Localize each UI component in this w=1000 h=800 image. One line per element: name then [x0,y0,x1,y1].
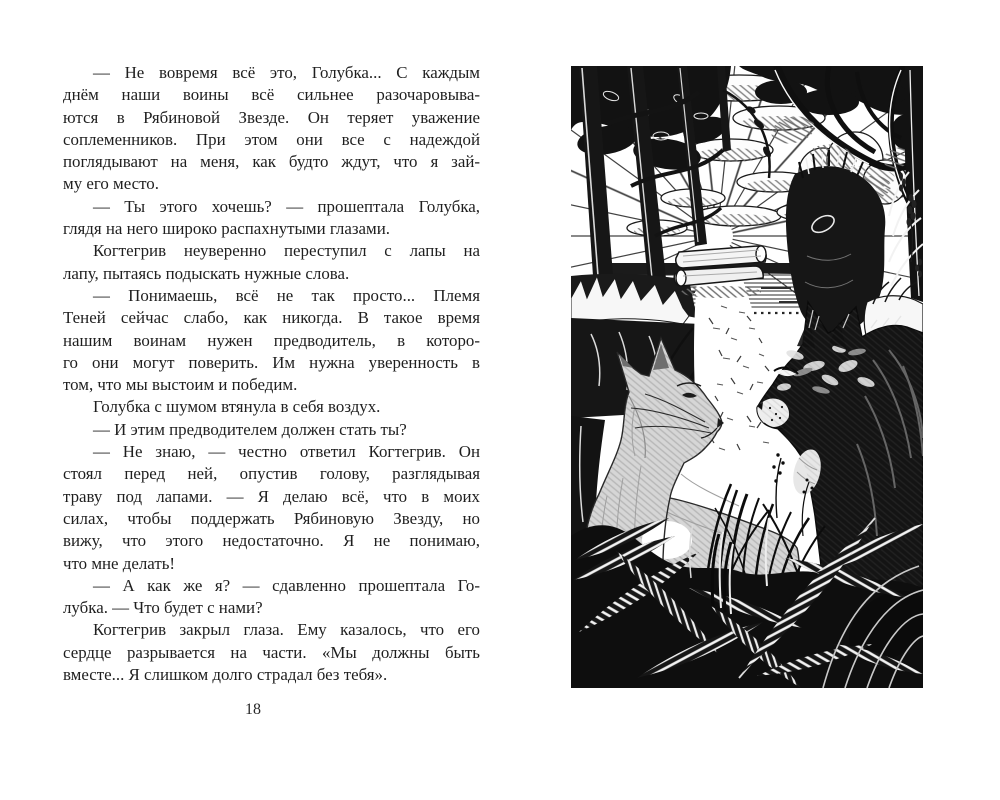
text-line: вижу, что этого недостаточно. Я не понимаю, [63,531,480,551]
text-line: вместе... Я слишком долго страдал без тебя». [63,665,388,685]
text-line: силах, чтобы поддержать Рябиновую Звезду, но [63,508,480,528]
text-line: — Ты этого хочешь? — прошептала Голубка, [93,196,480,216]
text-line: — А как же я? — сдавленно прошептала Го- [93,575,480,595]
text-line: том, что мы выстоим и победим. [63,375,298,395]
text-line: поглядывают на меня, как будто ждут, что я зай- [63,152,480,172]
paragraph [63,196,480,241]
text-line: лубка. — Что будет с нами? [63,598,263,618]
paragraph [63,619,480,686]
text-line: Когтегрив неуверенно переступил с лапы на [93,241,480,261]
text-line: траву под лапами. — Я делаю всё, что в моих [63,486,480,506]
page-text [63,62,480,686]
text-line: нашим воинам нужен предводитель, в которо- [63,330,480,350]
paragraph [63,419,480,441]
text-line: — И этим предводителем должен стать ты? [93,419,407,439]
paragraph [63,285,480,396]
text-line: что мне делать! [63,553,176,573]
log-bridge [674,246,766,298]
paragraph [63,575,480,620]
text-line: соплеменников. При этом они все с надеждой [63,129,480,149]
text-line: Голубка с шумом втянула в себя воздух. [93,397,381,417]
text-line: — Не знаю, — честно ответил Когтегрив. Он [93,442,480,462]
text-line: — Не вовремя всё это, Голубка... С каждым [93,63,480,82]
text-line: лапу, пытаясь подыскать нужные слова. [63,263,350,283]
text-line: — Понимаешь, всё не так просто... Племя [93,285,480,305]
page-number: 18 [245,701,261,718]
text-line: му его место. [63,174,159,194]
text-line: Теней сейчас слабо, как никогда. В такое время [63,308,480,328]
paragraph [63,396,480,418]
right-page [571,66,923,688]
text-line: го они могут поверить. Им нужна уверенность в [63,352,480,372]
text-line: глядя на него широко распахнутыми глазами. [63,219,390,239]
paragraph [63,441,480,575]
text-line: стоял перед ней, опустив голову, разглядывая [63,464,480,484]
text-line: ются в Рябиновой Звезде. Он теряет уважение [63,107,480,127]
paragraph [63,62,480,196]
book-illustration [571,66,923,688]
paragraph [63,240,480,285]
text-line: Когтегрив закрыл глаза. Ему казалось, что его [93,620,480,640]
left-page [63,62,480,686]
text-line: сердце разрывается на части. «Мы должны быть [63,642,480,662]
text-line: днём наши воины всё сильнее разочаровыва- [63,85,480,105]
